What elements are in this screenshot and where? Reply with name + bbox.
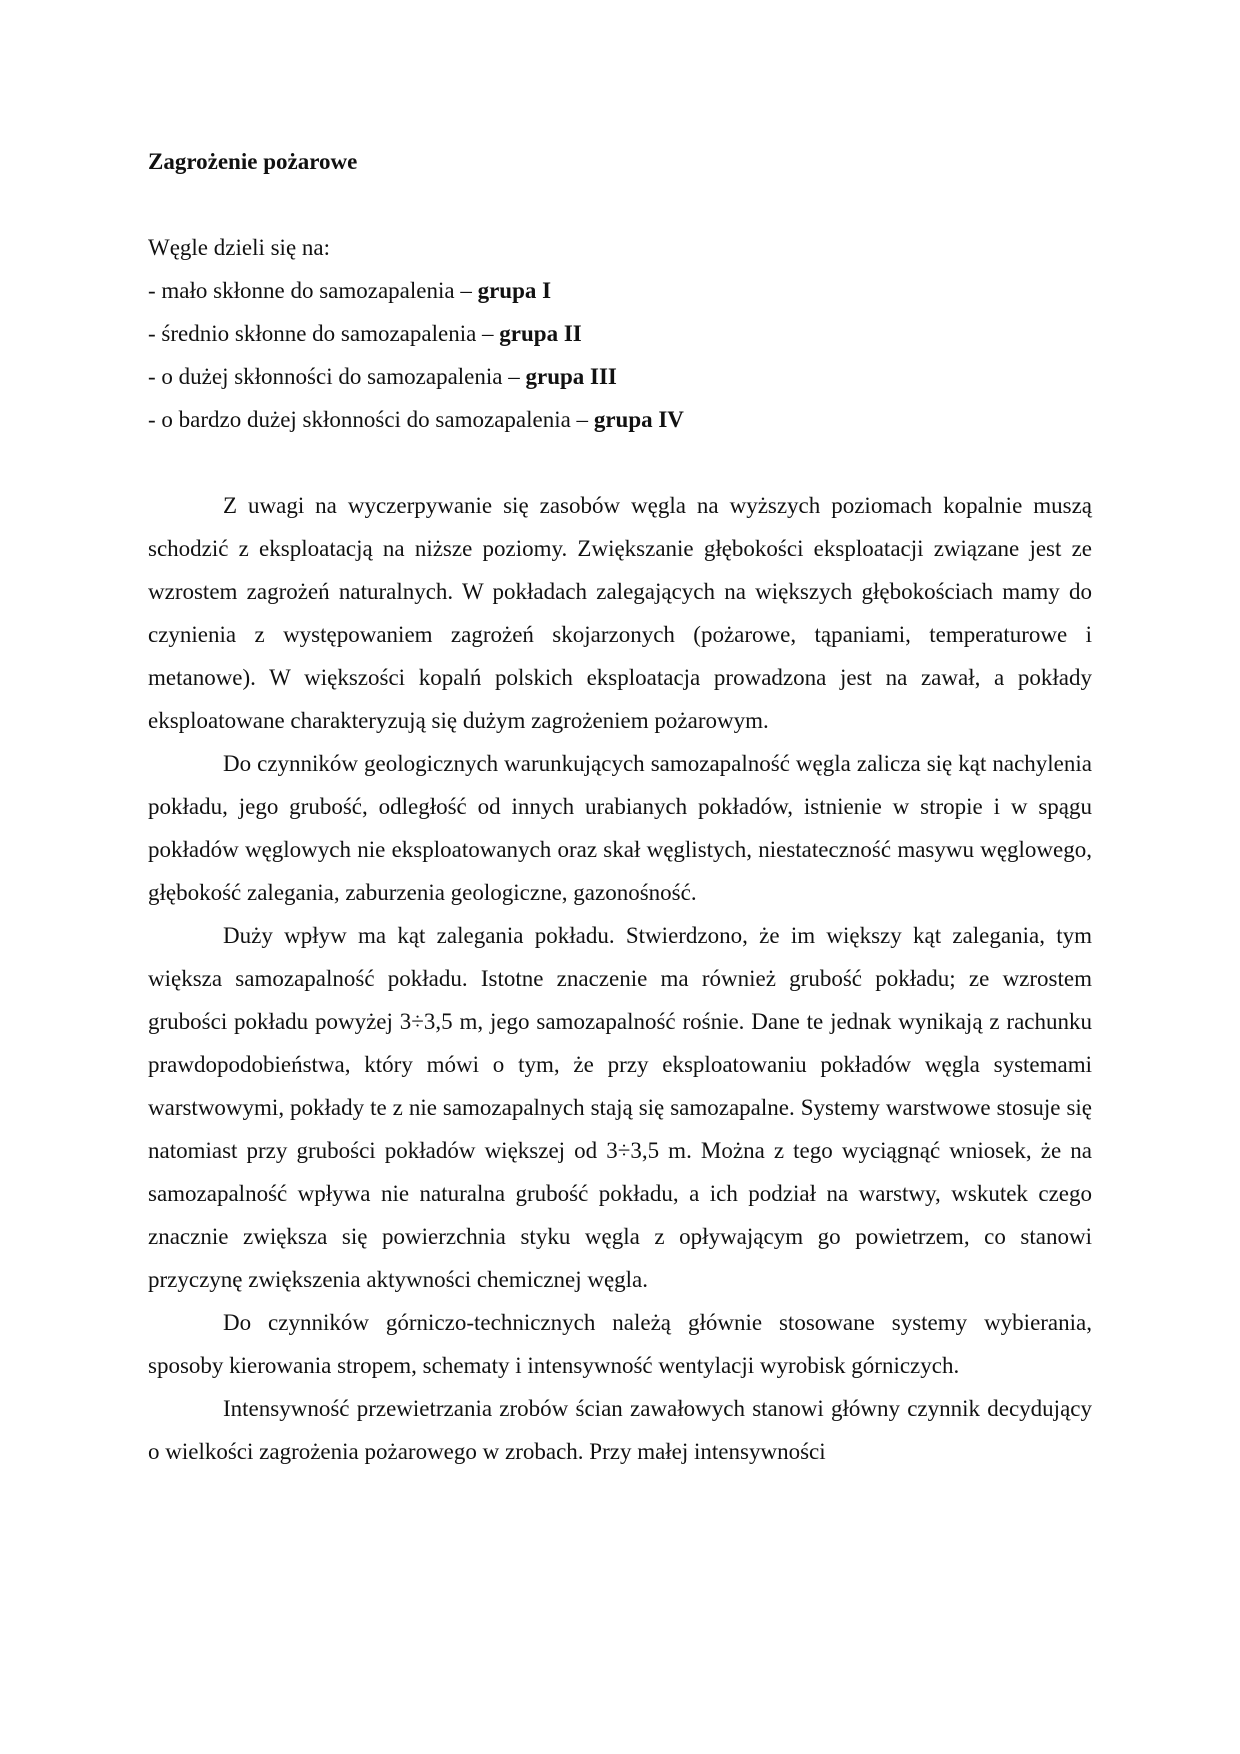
group-item (148, 355, 1092, 398)
group-item-text: - średnio skłonne do samozapalenia – (148, 321, 500, 346)
group-item-label: grupa II (499, 321, 582, 346)
group-item-text: - mało skłonne do samozapalenia – (148, 278, 478, 303)
paragraph: Duży wpływ ma kąt zalegania pokładu. Stwierdzono, że im większy kąt zalegania, tym większa samozapalność pokładu. Istotne znaczenie ma również grubość pokładu; ze wzrostem grubości pokładu powyżej 3÷3,5 m, jego samozapalność rośnie. Dane te jednak wynikają z rachunku prawdopodobieństwa, który mówi o tym, że przy eksploatowaniu pokładów węgla systemami warstwowymi, pokłady te z nie samozapalnych stają się samozapalne. Systemy warstwowe stosuje się natomiast przy grubości pokładów większej od 3÷3,5 m. Można z tego wyciągnąć wniosek, że na samozapalność wpływa nie naturalna grubość pokładu, a ich podział na warstwy, wskutek czego znacznie zwiększa się powierzchnia styku węgla z opływającym go powietrzem, co stanowi przyczynę zwiększenia aktywności chemicznej węgla. (148, 923, 1092, 1292)
group-item-text: - o bardzo dużej skłonności do samozapalenia – (148, 407, 594, 432)
group-item-label: grupa IV (593, 407, 684, 432)
group-item-label: grupa III (525, 364, 617, 389)
group-item-text: - o dużej skłonności do samozapalenia – (148, 364, 526, 389)
group-item (148, 269, 1092, 312)
paragraph: Z uwagi na wyczerpywanie się zasobów węgla na wyższych poziomach kopalnie muszą schodzić z eksploatacją na niższe poziomy. Zwiększanie głębokości eksploatacji związane jest ze wzrostem zagrożeń naturalnych. W pokładach zalegających na większych głębokościach mamy do czynienia z występowaniem zagrożeń skojarzonych (pożarowe, tąpaniami, temperaturowe i metanowe). W większości kopalń polskich eksploatacja prowadzona jest na zawał, a pokłady eksploatowane charakteryzują się dużym zagrożeniem pożarowym. (148, 493, 1092, 733)
group-item (148, 398, 1092, 441)
document-title: Zagrożenie pożarowe (148, 149, 358, 174)
group-item-label: grupa I (477, 278, 552, 303)
paragraph: Do czynników geologicznych warunkujących samozapalność węgla zalicza się kąt nachylenia pokładu, jego grubość, odległość od innych urabianych pokładów, istnienie w stropie i w spągu pokładów węglowych nie eksploatowanych oraz skał węglistych, niestateczność masywu węglowego, głębokość zalegania, zaburzenia geologiczne, gazonośność. (148, 751, 1092, 905)
paragraph: Intensywność przewietrzania zrobów ścian zawałowych stanowi główny czynnik decydujący o wielkości zagrożenia pożarowego w zrobach. Przy małej intensywności (148, 1396, 1092, 1464)
group-item (148, 312, 1092, 355)
body-text (148, 484, 1092, 1473)
coal-groups-section (148, 226, 1092, 441)
document-page (148, 140, 1092, 1473)
paragraph: Do czynników górniczo-technicznych należą głównie stosowane systemy wybierania, sposoby kierowania stropem, schematy i intensywność wentylacji wyrobisk górniczych. (148, 1310, 1092, 1378)
intro-text: Węgle dzieli się na: (148, 235, 331, 260)
